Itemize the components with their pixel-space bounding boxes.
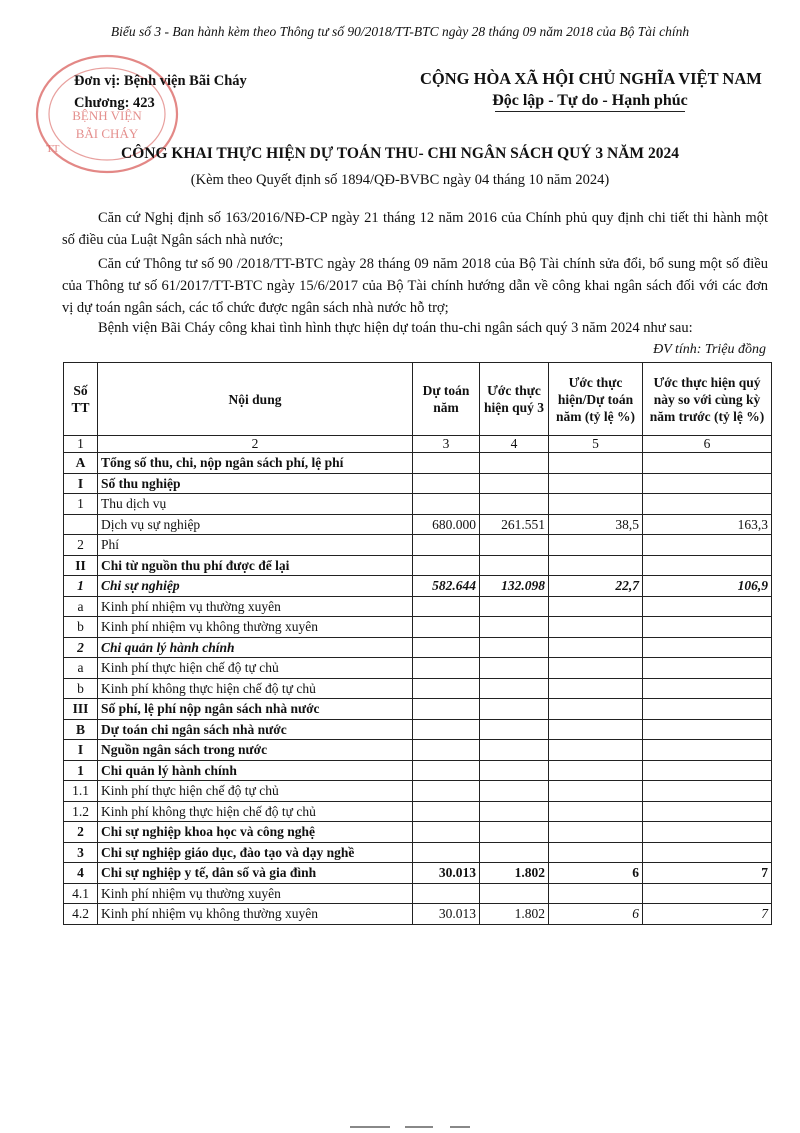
row-annual-estimate	[413, 473, 480, 494]
row-annual-estimate	[413, 494, 480, 515]
row-stt: b	[64, 617, 98, 638]
row-ratio-annual	[549, 883, 643, 904]
row-ratio-annual	[549, 740, 643, 761]
row-stt: a	[64, 596, 98, 617]
table-row	[64, 514, 772, 535]
row-stt: 1.1	[64, 781, 98, 802]
col-number: 3	[413, 436, 480, 453]
budget-table	[63, 362, 772, 925]
row-ratio-annual	[549, 555, 643, 576]
header-stt: Số TT	[64, 363, 98, 436]
row-content: Thu dịch vụ	[98, 494, 413, 515]
row-q3-estimate: 261.551	[480, 514, 549, 535]
header-content: Nội dung	[98, 363, 413, 436]
row-q3-estimate	[480, 473, 549, 494]
row-annual-estimate	[413, 740, 480, 761]
row-ratio-annual	[549, 719, 643, 740]
table-row	[64, 535, 772, 556]
row-q3-estimate	[480, 719, 549, 740]
row-content: Dịch vụ sự nghiệp	[98, 514, 413, 535]
table-row	[64, 781, 772, 802]
row-ratio-annual	[549, 596, 643, 617]
row-ratio-annual	[549, 760, 643, 781]
row-stt	[64, 514, 98, 535]
row-annual-estimate	[413, 596, 480, 617]
row-ratio-annual	[549, 801, 643, 822]
row-ratio-yoy	[643, 781, 772, 802]
row-ratio-yoy	[643, 678, 772, 699]
row-ratio-yoy	[643, 555, 772, 576]
row-ratio-yoy	[643, 473, 772, 494]
row-q3-estimate	[480, 453, 549, 474]
row-stt: 1	[64, 494, 98, 515]
row-content: Số thu nghiệp	[98, 473, 413, 494]
row-annual-estimate	[413, 719, 480, 740]
row-ratio-yoy	[643, 453, 772, 474]
row-annual-estimate	[413, 535, 480, 556]
row-ratio-yoy	[643, 637, 772, 658]
row-annual-estimate	[413, 801, 480, 822]
row-content: Kinh phí nhiệm vụ không thường xuyên	[98, 904, 413, 925]
row-q3-estimate	[480, 842, 549, 863]
row-stt: 1.2	[64, 801, 98, 822]
row-stt: III	[64, 699, 98, 720]
row-content: Nguồn ngân sách trong nước	[98, 740, 413, 761]
table-row	[64, 555, 772, 576]
row-annual-estimate	[413, 453, 480, 474]
col-number: 6	[643, 436, 772, 453]
row-stt: I	[64, 740, 98, 761]
nation-header	[420, 68, 760, 112]
row-ratio-yoy: 106,9	[643, 576, 772, 597]
table-row	[64, 576, 772, 597]
row-ratio-yoy	[643, 842, 772, 863]
row-ratio-yoy	[643, 699, 772, 720]
row-ratio-yoy	[643, 535, 772, 556]
national-motto: Độc lập - Tự do - Hạnh phúc	[492, 92, 688, 109]
row-q3-estimate	[480, 535, 549, 556]
table-row	[64, 699, 772, 720]
row-annual-estimate	[413, 617, 480, 638]
row-q3-estimate	[480, 678, 549, 699]
row-q3-estimate: 132.098	[480, 576, 549, 597]
row-annual-estimate	[413, 699, 480, 720]
row-content: Kinh phí nhiệm vụ thường xuyên	[98, 883, 413, 904]
intro-paragraph: Bệnh viện Bãi Cháy công khai tình hình thực hiện dự toán thu-chi ngân sách quý 3 năm 2024 như sau:	[98, 320, 693, 336]
row-content: Kinh phí không thực hiện chế độ tự chủ	[98, 801, 413, 822]
row-content: Phí	[98, 535, 413, 556]
row-content: Chi sự nghiệp giáo dục, đào tạo và dạy nghề	[98, 842, 413, 863]
row-ratio-annual	[549, 494, 643, 515]
svg-text:BÃI CHÁY: BÃI CHÁY	[75, 126, 139, 141]
row-stt: 2	[64, 637, 98, 658]
row-stt: A	[64, 453, 98, 474]
row-content: Chi từ nguồn thu phí được để lại	[98, 555, 413, 576]
row-q3-estimate	[480, 781, 549, 802]
row-stt: 3	[64, 842, 98, 863]
row-ratio-annual: 38,5	[549, 514, 643, 535]
table-row	[64, 863, 772, 884]
row-ratio-yoy	[643, 719, 772, 740]
row-content: Chi sự nghiệp	[98, 576, 413, 597]
page-edge-marks	[350, 1126, 550, 1129]
table-row	[64, 617, 772, 638]
row-content: Kinh phí nhiệm vụ không thường xuyên	[98, 617, 413, 638]
col-number: 1	[64, 436, 98, 453]
header-ratio-yoy: Ước thực hiện quý này so với cùng kỳ năm trước (tỷ lệ %)	[643, 363, 772, 436]
row-stt: 2	[64, 535, 98, 556]
row-stt: 4	[64, 863, 98, 884]
row-ratio-annual	[549, 473, 643, 494]
row-annual-estimate	[413, 781, 480, 802]
row-ratio-annual	[549, 637, 643, 658]
row-content: Chi quản lý hành chính	[98, 760, 413, 781]
form-reference-note: Biểu số 3 - Ban hành kèm theo Thông tư số 90/2018/TT-BTC ngày 28 tháng 09 năm 2018 của Bộ Tài chính	[110, 24, 690, 39]
row-ratio-annual	[549, 617, 643, 638]
row-annual-estimate	[413, 678, 480, 699]
row-annual-estimate	[413, 822, 480, 843]
table-row	[64, 678, 772, 699]
row-ratio-yoy	[643, 883, 772, 904]
row-stt: 2	[64, 822, 98, 843]
row-stt: B	[64, 719, 98, 740]
row-ratio-yoy: 7	[643, 904, 772, 925]
row-stt: II	[64, 555, 98, 576]
row-ratio-yoy	[643, 658, 772, 679]
row-annual-estimate	[413, 658, 480, 679]
svg-text:TT: TT	[46, 143, 60, 155]
row-annual-estimate: 30.013	[413, 863, 480, 884]
row-q3-estimate: 1.802	[480, 904, 549, 925]
row-content: Kinh phí nhiệm vụ thường xuyên	[98, 596, 413, 617]
row-q3-estimate	[480, 822, 549, 843]
row-ratio-yoy	[643, 617, 772, 638]
row-annual-estimate	[413, 842, 480, 863]
row-annual-estimate: 30.013	[413, 904, 480, 925]
row-ratio-yoy	[643, 596, 772, 617]
unit-block	[74, 70, 374, 114]
row-stt: 1	[64, 760, 98, 781]
column-number-row	[64, 436, 772, 453]
table-row	[64, 822, 772, 843]
header-q3-estimate: Ước thực hiện quý 3	[480, 363, 549, 436]
table-row	[64, 473, 772, 494]
table-row	[64, 801, 772, 822]
row-annual-estimate	[413, 760, 480, 781]
row-ratio-annual	[549, 781, 643, 802]
row-q3-estimate	[480, 883, 549, 904]
row-stt: 4.2	[64, 904, 98, 925]
row-q3-estimate	[480, 596, 549, 617]
row-annual-estimate	[413, 637, 480, 658]
row-stt: 1	[64, 576, 98, 597]
chapter-code: Chương: 423	[74, 95, 155, 111]
motto-underline	[495, 111, 685, 112]
unit-of-measure-note: ĐV tính: Triệu đồng	[653, 342, 766, 357]
row-ratio-yoy: 7	[643, 863, 772, 884]
table-row	[64, 740, 772, 761]
row-content: Kinh phí thực hiện chế độ tự chủ	[98, 658, 413, 679]
row-ratio-yoy	[643, 760, 772, 781]
row-ratio-yoy	[643, 494, 772, 515]
nation-name: CỘNG HÒA XÃ HỘI CHỦ NGHĨA VIỆT NAM	[420, 69, 762, 88]
table-body	[64, 453, 772, 925]
header-annual-estimate: Dự toán năm	[413, 363, 480, 436]
table-row	[64, 596, 772, 617]
table-row	[64, 658, 772, 679]
row-ratio-annual	[549, 535, 643, 556]
table-header-row	[64, 363, 772, 436]
row-ratio-annual: 6	[549, 863, 643, 884]
row-q3-estimate	[480, 494, 549, 515]
row-ratio-yoy	[643, 740, 772, 761]
row-q3-estimate	[480, 637, 549, 658]
row-content: Kinh phí không thực hiện chế độ tự chủ	[98, 678, 413, 699]
row-q3-estimate	[480, 801, 549, 822]
legal-basis-paragraph-1: Căn cứ Nghị định số 163/2016/NĐ-CP ngày 21 tháng 12 năm 2016 của Chính phủ quy định chi tiết thi hành một số điều của Luật Ngân sách nhà nước;	[62, 210, 768, 248]
document-title: CÔNG KHAI THỰC HIỆN DỰ TOÁN THU- CHI NGÂN SÁCH QUÝ 3 NĂM 2024	[121, 145, 679, 162]
row-q3-estimate	[480, 699, 549, 720]
header-ratio-annual: Ước thực hiện/Dự toán năm (tỷ lệ %)	[549, 363, 643, 436]
row-ratio-annual	[549, 699, 643, 720]
col-number: 5	[549, 436, 643, 453]
table-row	[64, 760, 772, 781]
svg-text:BỆNH VIỆN: BỆNH VIỆN	[72, 108, 142, 123]
row-content: Tổng số thu, chi, nộp ngân sách phí, lệ phí	[98, 453, 413, 474]
row-stt: I	[64, 473, 98, 494]
row-q3-estimate: 1.802	[480, 863, 549, 884]
row-ratio-annual: 22,7	[549, 576, 643, 597]
table-row	[64, 453, 772, 474]
row-q3-estimate	[480, 760, 549, 781]
row-stt: a	[64, 658, 98, 679]
row-content: Dự toán chi ngân sách nhà nước	[98, 719, 413, 740]
row-ratio-yoy: 163,3	[643, 514, 772, 535]
legal-basis-paragraph-2: Căn cứ Thông tư số 90 /2018/TT-BTC ngày 28 tháng 09 năm 2018 của Bộ Tài chính sửa đổi, bổ sung một số điều của Thông tư số 61/2017/TT-BTC ngày 15/6/2017 của Bộ Tài chính hướng dẫn về công khai ngân sách đối với các đơn vị dự toán ngân sách, các tổ chức được ngân sách nhà nước hỗ trợ;	[62, 256, 768, 316]
row-annual-estimate	[413, 555, 480, 576]
row-ratio-annual	[549, 822, 643, 843]
row-content: Chi quản lý hành chính	[98, 637, 413, 658]
table-row	[64, 883, 772, 904]
row-ratio-annual	[549, 453, 643, 474]
row-ratio-yoy	[643, 822, 772, 843]
table-row	[64, 904, 772, 925]
row-stt: 4.1	[64, 883, 98, 904]
row-content: Số phí, lệ phí nộp ngân sách nhà nước	[98, 699, 413, 720]
row-q3-estimate	[480, 617, 549, 638]
row-q3-estimate	[480, 658, 549, 679]
col-number: 2	[98, 436, 413, 453]
table-row	[64, 494, 772, 515]
row-q3-estimate	[480, 555, 549, 576]
row-ratio-annual	[549, 658, 643, 679]
row-ratio-annual	[549, 842, 643, 863]
row-q3-estimate	[480, 740, 549, 761]
unit-name: Đơn vị: Bệnh viện Bãi Cháy	[74, 73, 247, 89]
col-number: 4	[480, 436, 549, 453]
row-stt: b	[64, 678, 98, 699]
row-content: Kinh phí thực hiện chế độ tự chủ	[98, 781, 413, 802]
row-content: Chi sự nghiệp y tế, dân số và gia đình	[98, 863, 413, 884]
row-ratio-yoy	[643, 801, 772, 822]
row-annual-estimate: 680.000	[413, 514, 480, 535]
row-annual-estimate: 582.644	[413, 576, 480, 597]
row-annual-estimate	[413, 883, 480, 904]
row-ratio-annual: 6	[549, 904, 643, 925]
row-ratio-annual	[549, 678, 643, 699]
table-row	[64, 842, 772, 863]
table-row	[64, 637, 772, 658]
table-row	[64, 719, 772, 740]
row-content: Chi sự nghiệp khoa học và công nghệ	[98, 822, 413, 843]
document-subtitle: (Kèm theo Quyết định số 1894/QĐ-BVBC ngày 04 tháng 10 năm 2024)	[190, 172, 610, 188]
